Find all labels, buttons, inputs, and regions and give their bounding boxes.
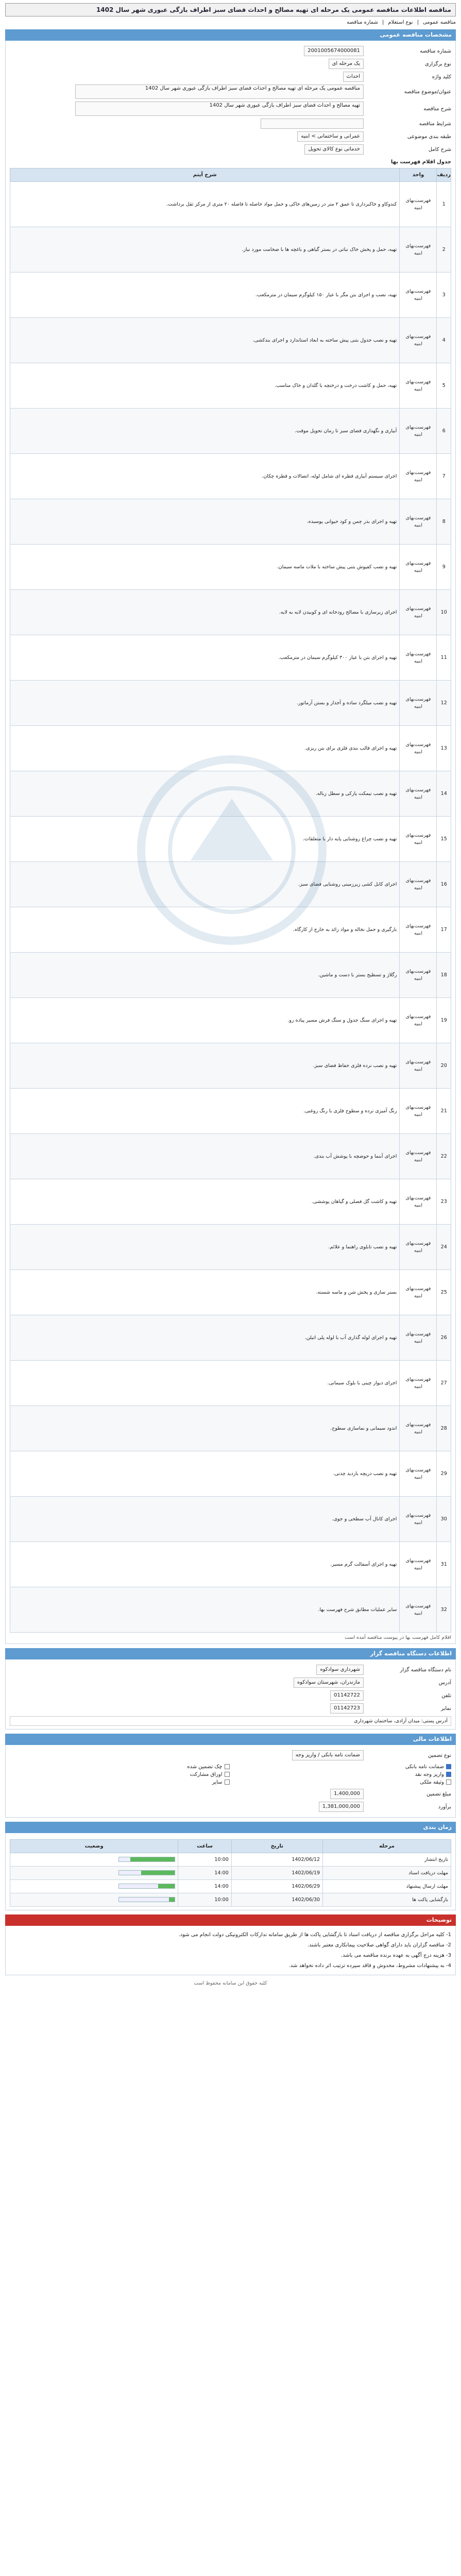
- row-number: 23: [437, 1179, 451, 1225]
- financial-section-header: اطلاعات مالی: [5, 1734, 456, 1745]
- row-number: 20: [437, 1043, 451, 1089]
- note-line: 3- هزینه درج آگهی به عهده برنده مناقصه می باشد.: [340, 1953, 451, 1958]
- row-number: 8: [437, 499, 451, 545]
- row-unit: فهرست‌بهای ابنیه: [400, 953, 437, 998]
- organizer-section-header: اطلاعات دستگاه مناقصه گزار: [5, 1648, 456, 1659]
- organizer-panel: [5, 1659, 456, 1730]
- row-description: اجرای زیرسازی با مصالح رودخانه ای و کوبیدن لایه به لایه.: [10, 590, 400, 635]
- row-unit: فهرست‌بهای ابنیه: [400, 363, 437, 409]
- col-header-unit: واحد: [400, 168, 437, 182]
- row-number: 1: [437, 182, 451, 227]
- field-label: نوع تضمین: [428, 1752, 451, 1758]
- row-number: 24: [437, 1225, 451, 1270]
- row-unit: فهرست‌بهای ابنیه: [400, 907, 437, 953]
- option-label: وثیقه ملکی: [420, 1780, 444, 1785]
- row-number: 22: [437, 1134, 451, 1179]
- row-unit: فهرست‌بهای ابنیه: [400, 273, 437, 318]
- row-number: 26: [437, 1315, 451, 1361]
- timeline-progress: [10, 1893, 178, 1907]
- row-description: بستر سازی و پخش شن و ماسه شسته.: [10, 1270, 400, 1315]
- table-row: [10, 817, 451, 862]
- progress-fill: [130, 1857, 175, 1861]
- checkbox[interactable]: [225, 1764, 230, 1769]
- page-title: مناقصه اطلاعات مناقصه عمومی یک مرحله ای تهیه مصالح و احداث فضای سبز اطراف بازگی عبوری شهر سال 1402: [5, 3, 456, 16]
- row-unit: فهرست‌بهای ابنیه: [400, 545, 437, 590]
- row-unit: فهرست‌بهای ابنیه: [400, 590, 437, 635]
- field-label: شرایط مناقصه: [419, 121, 451, 127]
- field-label: برآورد: [438, 1804, 451, 1810]
- row-unit: فهرست‌بهای ابنیه: [400, 318, 437, 363]
- row-number: 6: [437, 409, 451, 454]
- tender-type-label[interactable]: مناقصه عمومی: [422, 20, 456, 25]
- row-description: تهیه و اجرای بتن با عیار ۳۰۰ کیلوگرم سیمان در مترمکعب.: [10, 635, 400, 681]
- table-row: [10, 1406, 451, 1451]
- timeline-section-header: زمان بندی: [5, 1822, 456, 1833]
- row-unit: فهرست‌بهای ابنیه: [400, 1406, 437, 1451]
- row-description: اجرای کانال آب سطحی و جوی.: [10, 1497, 400, 1542]
- row-unit: فهرست‌بهای ابنیه: [400, 1089, 437, 1134]
- row-description: رگلاژ و تسطیح بستر با دست و ماشین.: [10, 953, 400, 998]
- field-label: شرح مناقصه: [423, 106, 451, 112]
- row-number: 30: [437, 1497, 451, 1542]
- row-unit: فهرست‌بهای ابنیه: [400, 1497, 437, 1542]
- row-description: تهیه، حمل و کاشت درخت و درختچه با گلدان و خاک مناسب.: [10, 363, 400, 409]
- timeline-row: [10, 1853, 451, 1867]
- row-number: 5: [437, 363, 451, 409]
- guarantee-options: [10, 1764, 451, 1785]
- timeline-date: 1402/06/19: [231, 1867, 322, 1880]
- table-row: [10, 771, 451, 817]
- progress-bar: [118, 1884, 175, 1889]
- table-row: [10, 1361, 451, 1406]
- timeline-stage: مهلت ارسال پیشنهاد: [323, 1880, 451, 1893]
- organizer-fax: 01142723: [330, 1703, 364, 1714]
- row-description: اجرای آبنما و حوضچه با پوشش آب بندی.: [10, 1134, 400, 1179]
- row-description: تهیه و نصب دریچه بازدید چدنی.: [10, 1451, 400, 1497]
- progress-fill: [169, 1897, 175, 1902]
- notes-panel: [5, 1926, 456, 1975]
- guarantee-type-value: ضمانت نامه بانکی / واریز وجه: [292, 1750, 364, 1760]
- progress-fill: [141, 1871, 175, 1875]
- timeline-date: 1402/06/29: [231, 1880, 322, 1893]
- row-unit: فهرست‌بهای ابنیه: [400, 635, 437, 681]
- field-label: شماره مناقصه: [420, 48, 451, 54]
- conditions-value: [261, 118, 364, 129]
- guarantee-option[interactable]: [10, 1764, 230, 1770]
- row-description: تهیه و نصب نرده فلزی حفاظ فضای سبز.: [10, 1043, 400, 1089]
- progress-bar: [118, 1870, 175, 1875]
- timeline-time: 10:00: [178, 1853, 232, 1867]
- table-row: [10, 1497, 451, 1542]
- guarantee-amount-value: 1,400,000: [330, 1789, 364, 1799]
- table-row: [10, 273, 451, 318]
- field-label: عنوان/موضوع مناقصه: [404, 89, 451, 95]
- field-label: شرح کامل: [428, 146, 451, 152]
- field-label: نوع برگزاری: [424, 61, 451, 67]
- row-unit: فهرست‌بهای ابنیه: [400, 1270, 437, 1315]
- row-unit: فهرست‌بهای ابنیه: [400, 1361, 437, 1406]
- items-note: اقلام کامل فهرست بها در پیوست مناقصه آمده است: [345, 1635, 451, 1640]
- row-description: تهیه و اجرای بذر چمن و کود حیوانی پوسیده.: [10, 499, 400, 545]
- row-unit: فهرست‌بهای ابنیه: [400, 499, 437, 545]
- timeline-date: 1402/06/30: [231, 1893, 322, 1907]
- option-label: اوراق مشارکت: [190, 1772, 223, 1777]
- option-label: چک تضمین شده: [187, 1764, 223, 1770]
- timeline-stage: مهلت دریافت اسناد: [323, 1867, 451, 1880]
- checkbox[interactable]: [446, 1772, 451, 1777]
- option-label: واریز وجه نقد: [415, 1772, 444, 1777]
- row-number: 32: [437, 1587, 451, 1633]
- table-row: [10, 363, 451, 409]
- timeline-row: [10, 1867, 451, 1880]
- timeline-date: 1402/06/12: [231, 1853, 322, 1867]
- financial-panel: [5, 1745, 456, 1818]
- table-row: [10, 409, 451, 454]
- row-unit: فهرست‌بهای ابنیه: [400, 182, 437, 227]
- col-header-time: ساعت: [178, 1840, 232, 1853]
- row-description: اجرای کابل کشی زیرزمینی روشنایی فضای سبز.: [10, 862, 400, 907]
- field-label: نمابر: [441, 1705, 451, 1711]
- option-label: سایر: [212, 1780, 223, 1785]
- row-unit: فهرست‌بهای ابنیه: [400, 771, 437, 817]
- checkbox[interactable]: [225, 1772, 230, 1777]
- row-unit: فهرست‌بهای ابنیه: [400, 1315, 437, 1361]
- table-row: [10, 1179, 451, 1225]
- row-unit: فهرست‌بهای ابنیه: [400, 817, 437, 862]
- row-description: اجرای دیوار چینی با بلوک سیمانی.: [10, 1361, 400, 1406]
- timeline-table: [10, 1839, 451, 1907]
- guarantee-option[interactable]: [232, 1772, 452, 1777]
- timeline-time: 14:00: [178, 1880, 232, 1893]
- row-description: سایر عملیات مطابق شرح فهرست بها.: [10, 1587, 400, 1633]
- timeline-row: [10, 1880, 451, 1893]
- timeline-panel: [5, 1833, 456, 1910]
- row-unit: فهرست‌بهای ابنیه: [400, 409, 437, 454]
- row-unit: فهرست‌بهای ابنیه: [400, 1179, 437, 1225]
- organizer-name: شهرداری سوادکوه: [316, 1665, 364, 1675]
- table-row: [10, 454, 451, 499]
- checkbox[interactable]: [225, 1780, 230, 1785]
- row-number: 31: [437, 1542, 451, 1587]
- field-label: طبقه بندی موضوعی: [407, 133, 451, 140]
- filter-bar: مناقصه عمومی | نوع استعلام | شماره مناقصه: [347, 20, 456, 25]
- description-value: تهیه مصالح و احداث فضای سبز اطراف بازگی عبوری شهر سال 1402: [75, 101, 364, 116]
- row-unit: فهرست‌بهای ابنیه: [400, 1043, 437, 1089]
- field-label: آدرس: [438, 1680, 451, 1686]
- subject-value: مناقصه عمومی یک مرحله ای تهیه مصالح و احداث فضای سبز اطراف بازگی عبوری شهر سال 1402: [75, 84, 364, 99]
- row-unit: فهرست‌بهای ابنیه: [400, 726, 437, 771]
- note-line: 2- مناقصه گزاران باید دارای گواهی صلاحیت پیمانکاری معتبر باشند.: [307, 1942, 451, 1948]
- row-unit: فهرست‌بهای ابنیه: [400, 681, 437, 726]
- timeline-time: 14:00: [178, 1867, 232, 1880]
- table-row: [10, 1270, 451, 1315]
- keyword-value: احداث: [343, 72, 364, 82]
- option-label: ضمانت نامه بانکی: [405, 1764, 444, 1770]
- table-row: [10, 1542, 451, 1587]
- row-description: آبیاری و نگهداری فضای سبز تا زمان تحویل موقت.: [10, 409, 400, 454]
- guarantee-option[interactable]: [10, 1780, 230, 1785]
- row-unit: فهرست‌بهای ابنیه: [400, 454, 437, 499]
- row-description: تهیه، نصب و اجرای بتن مگر با عیار ۱۵۰ کیلوگرم سیمان در مترمکعب.: [10, 273, 400, 318]
- items-caption: جدول اقلام فهرست بها: [390, 159, 451, 165]
- guarantee-option[interactable]: [232, 1780, 452, 1785]
- row-number: 4: [437, 318, 451, 363]
- estimate-value: 1,381,000,000: [319, 1802, 364, 1812]
- row-number: 17: [437, 907, 451, 953]
- row-number: 25: [437, 1270, 451, 1315]
- row-description: تهیه، حمل و پخش خاک نباتی در بستر گیاهی و باغچه ها با ضخامت مورد نیاز.: [10, 227, 400, 273]
- timeline-progress: [10, 1853, 178, 1867]
- row-description: کندوکاو و خاکبرداری تا عمق ۲ متر در زمین‌های خاکی و حمل مواد حاصله تا فاصله ۲۰ متری از مرکز ثقل برداشت.: [10, 182, 400, 227]
- row-unit: فهرست‌بهای ابنیه: [400, 998, 437, 1043]
- timeline-progress: [10, 1880, 178, 1893]
- notes-section-header: توضیحات: [5, 1914, 456, 1926]
- row-description: اجرای سیستم آبیاری قطره ای شامل لوله، اتصالات و قطره چکان.: [10, 454, 400, 499]
- row-number: 21: [437, 1089, 451, 1134]
- guarantee-option[interactable]: [232, 1764, 452, 1770]
- table-row: [10, 1089, 451, 1134]
- timeline-time: 10:00: [178, 1893, 232, 1907]
- progress-fill: [158, 1884, 175, 1888]
- row-number: 11: [437, 635, 451, 681]
- row-description: تهیه و نصب میلگرد ساده و آجدار و بستن آرماتور.: [10, 681, 400, 726]
- note-line: 1- کلیه مراحل برگزاری مناقصه از دریافت اسناد تا بازگشایی پاکت ها از طریق سامانه تدارکات الکترونیکی دولت انجام می شود.: [178, 1932, 451, 1938]
- timeline-row: [10, 1893, 451, 1907]
- row-description: تهیه و اجرای آسفالت گرم مسیر.: [10, 1542, 400, 1587]
- row-number: 28: [437, 1406, 451, 1451]
- table-row: [10, 1225, 451, 1270]
- field-label: مبلغ تضمین: [426, 1791, 451, 1797]
- table-row: [10, 1134, 451, 1179]
- row-description: رنگ آمیزی نرده و سطوح فلزی با رنگ روغنی.: [10, 1089, 400, 1134]
- category-value: عمرانی و ساختمانی > ابنیه: [297, 131, 364, 142]
- table-row: [10, 545, 451, 590]
- row-unit: فهرست‌بهای ابنیه: [400, 862, 437, 907]
- row-description: تهیه و نصب کفپوش بتنی پیش ساخته با ملات ماسه سیمان.: [10, 545, 400, 590]
- row-number: 13: [437, 726, 451, 771]
- organizer-phone: 01142722: [330, 1690, 364, 1701]
- row-number: 18: [437, 953, 451, 998]
- items-table: [10, 168, 451, 1633]
- tender-number-value: 2001005674000081: [304, 46, 364, 56]
- col-header-row: ردیف: [437, 168, 451, 182]
- table-row: [10, 953, 451, 998]
- note-line: 4- به پیشنهادات مشروط، مخدوش و فاقد سپرده ترتیب اثر داده نخواهد شد.: [288, 1963, 451, 1969]
- field-label: کلید واژه: [432, 74, 451, 80]
- organizer-address: مازندران، شهرستان سوادکوه: [294, 1677, 364, 1688]
- query-label[interactable]: نوع استعلام: [388, 20, 413, 25]
- row-number: 9: [437, 545, 451, 590]
- row-number: 2: [437, 227, 451, 273]
- progress-bar: [118, 1897, 175, 1902]
- table-row: [10, 590, 451, 635]
- row-description: بارگیری و حمل نخاله و مواد زائد به خارج از کارگاه.: [10, 907, 400, 953]
- row-description: تهیه و نصب چراغ روشنایی پایه دار با متعلقات.: [10, 817, 400, 862]
- checkbox[interactable]: [446, 1764, 451, 1769]
- table-row: [10, 681, 451, 726]
- guarantee-option[interactable]: [10, 1772, 230, 1777]
- field-label: تلفن: [441, 1692, 451, 1699]
- table-row: [10, 998, 451, 1043]
- timeline-progress: [10, 1867, 178, 1880]
- timeline-stage: تاریخ انتشار: [323, 1853, 451, 1867]
- table-row: [10, 907, 451, 953]
- col-header-date: تاریخ: [231, 1840, 322, 1853]
- row-number: 19: [437, 998, 451, 1043]
- table-row: [10, 182, 451, 227]
- full-description-value: خدماتی نوع کالای تحویل: [304, 144, 364, 155]
- col-header-status: وضعیت: [10, 1840, 178, 1853]
- row-number: 27: [437, 1361, 451, 1406]
- row-description: تهیه و نصب نیمکت پارکی و سطل زباله.: [10, 771, 400, 817]
- row-unit: فهرست‌بهای ابنیه: [400, 1225, 437, 1270]
- row-description: تهیه و نصب تابلوی راهنما و علائم.: [10, 1225, 400, 1270]
- row-description: تهیه و اجرای قالب بندی فلزی برای بتن ریزی.: [10, 726, 400, 771]
- row-number: 7: [437, 454, 451, 499]
- row-description: اندود سیمانی و نماسازی سطوح.: [10, 1406, 400, 1451]
- row-number: 12: [437, 681, 451, 726]
- table-row: [10, 635, 451, 681]
- table-row: [10, 862, 451, 907]
- tender-number-label[interactable]: شماره مناقصه: [347, 20, 378, 25]
- row-number: 15: [437, 817, 451, 862]
- table-row: [10, 499, 451, 545]
- row-number: 14: [437, 771, 451, 817]
- table-row: [10, 227, 451, 273]
- table-row: [10, 1451, 451, 1497]
- table-row: [10, 1587, 451, 1633]
- summary-section-header: مشخصات مناقصه عمومی: [5, 29, 456, 41]
- footer-text: کلیه حقوق این سامانه محفوظ است: [194, 1980, 267, 1986]
- row-unit: فهرست‌بهای ابنیه: [400, 1542, 437, 1587]
- row-description: تهیه و کاشت گل فصلی و گیاهان پوششی.: [10, 1179, 400, 1225]
- organizer-postal-address: آدرس پستی: میدان آزادی، ساختمان شهرداری: [10, 1716, 451, 1726]
- table-row: [10, 726, 451, 771]
- col-header-stage: مرحله: [323, 1840, 451, 1853]
- col-header-desc: شرح آیتم: [10, 168, 400, 182]
- row-unit: فهرست‌بهای ابنیه: [400, 1134, 437, 1179]
- row-unit: فهرست‌بهای ابنیه: [400, 1587, 437, 1633]
- checkbox[interactable]: [446, 1780, 451, 1785]
- row-number: 10: [437, 590, 451, 635]
- field-label: نام دستگاه مناقصه گزار: [400, 1667, 451, 1673]
- table-row: [10, 1043, 451, 1089]
- holding-type-value: یک مرحله ای: [329, 59, 364, 69]
- row-unit: فهرست‌بهای ابنیه: [400, 1451, 437, 1497]
- table-row: [10, 1315, 451, 1361]
- timeline-stage: بازگشایی پاکت ها: [323, 1893, 451, 1907]
- row-number: 29: [437, 1451, 451, 1497]
- row-number: 16: [437, 862, 451, 907]
- row-description: تهیه و نصب جدول بتنی پیش ساخته به ابعاد استاندارد و اجرای بندکشی.: [10, 318, 400, 363]
- summary-panel: [5, 41, 456, 1644]
- row-description: تهیه و اجرای سنگ جدول و سنگ فرش مسیر پیاده رو.: [10, 998, 400, 1043]
- row-description: تهیه و اجرای لوله گذاری آب با لوله پلی اتیلن.: [10, 1315, 400, 1361]
- row-unit: فهرست‌بهای ابنیه: [400, 227, 437, 273]
- table-row: [10, 318, 451, 363]
- progress-bar: [118, 1857, 175, 1862]
- row-number: 3: [437, 273, 451, 318]
